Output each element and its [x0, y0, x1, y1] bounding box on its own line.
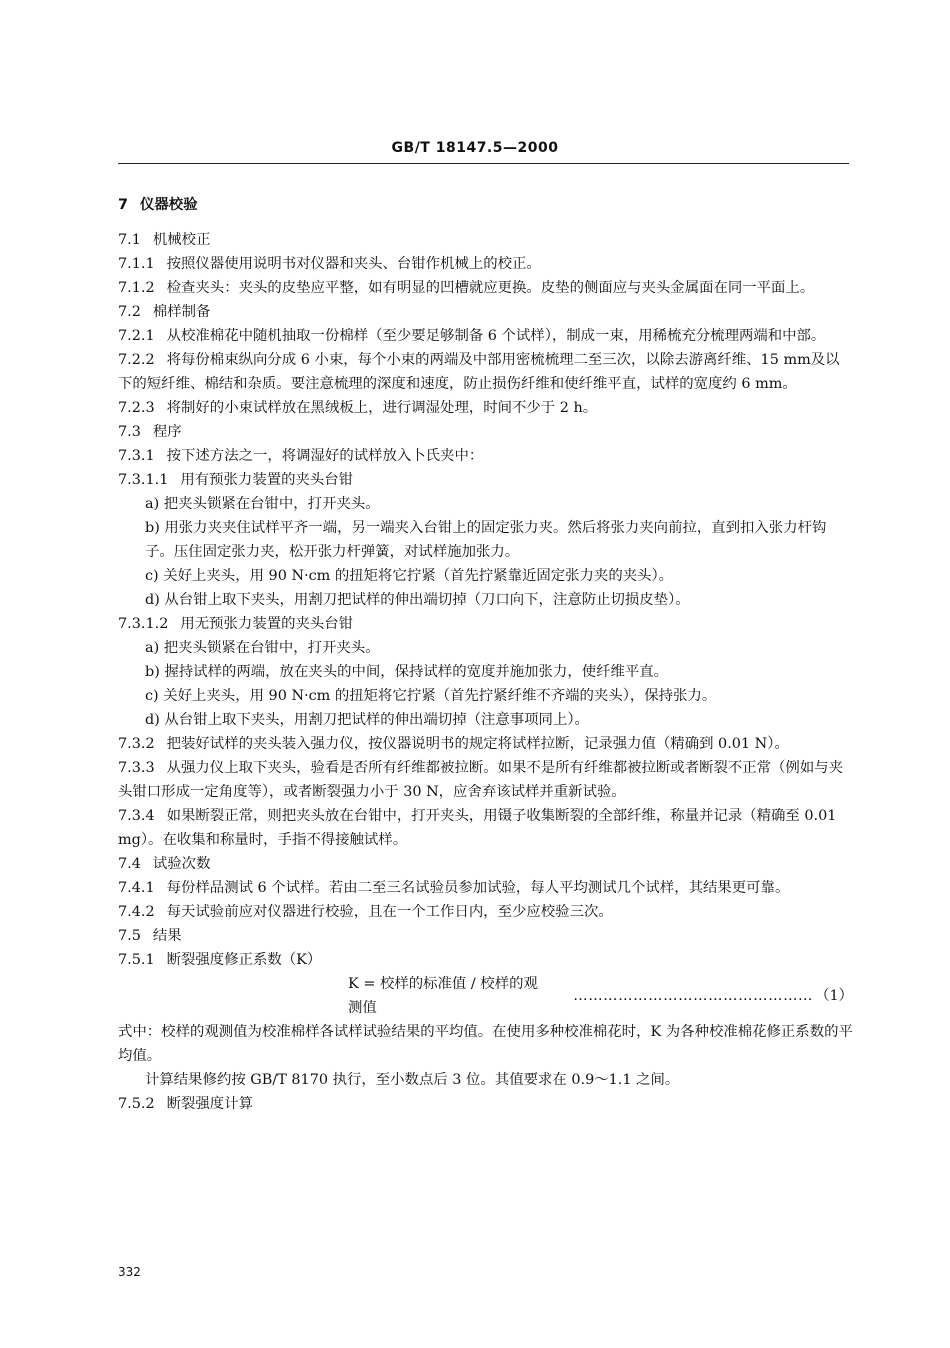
clause-heading: 7.3 程序: [118, 424, 182, 440]
clause-heading: 7.2 棉样制备: [118, 304, 211, 320]
clause-heading: 7.5 结果: [118, 928, 182, 944]
formula-explanation: 式中：校样的观测值为校准棉样各试样试验结果的平均值。在使用多种校准棉花时，K 为各种校准棉花修正系数的平均值。: [118, 1024, 853, 1064]
clause-paragraph: 7.3.3 从强力仪上取下夹头，验看是否所有纤维都被拉断。如果不是所有纤维都被拉断或者断裂不正常（例如与夹头钳口形成一定角度等），或者断裂强力小于 30 N，应舍弃该试样并重新试验。: [118, 760, 843, 800]
clause-paragraph: 7.4.1 每份样品测试 6 个试样。若由二至三名试验员参加试验，每人平均测试几个试样，其结果更可靠。: [118, 880, 790, 896]
clause-paragraph: 7.2.1 从校准棉花中随机抽取一份棉样（至少要足够制备 6 个试样），制成一束，用稀梳充分梳理两端和中部。: [118, 328, 826, 344]
clause-paragraph: 7.1.1 按照仪器使用说明书对仪器和夹头、台钳作机械上的校正。: [118, 256, 541, 272]
list-item: d) 从台钳上取下夹头，用割刀把试样的伸出端切掉（注意事项同上）。: [145, 712, 589, 728]
page-number: 332: [118, 1265, 141, 1279]
formula-expression: K = 校样的标准值 / 校样的观测值: [348, 976, 538, 1016]
formula-leader-dots: …………………………………………: [573, 988, 814, 1004]
clause-heading: 7.5.2 断裂强度计算: [118, 1096, 253, 1112]
rounding-note: 计算结果修约按 GB/T 8170 执行，至小数点后 3 位。其值要求在 0.9～1.1 之间。: [145, 1072, 680, 1088]
formula-number: （1）: [815, 988, 853, 1004]
clause-heading: 7.3.1.1 用有预张力装置的夹头台钳: [118, 472, 354, 488]
clause-paragraph: 7.1.2 检查夹头：夹头的皮垫应平整，如有明显的凹槽就应更换。皮垫的侧面应与夹头金属面在同一平面上。: [118, 280, 815, 296]
list-item: b) 用张力夹夹住试样平齐一端，另一端夹入台钳上的固定张力夹。然后将张力夹向前拉，直到扣入张力杆钩子。压住固定张力夹，松开张力杆弹簧，对试样施加张力。: [145, 520, 827, 560]
clause-heading: 7.1 机械校正: [118, 232, 211, 248]
clause-paragraph: 7.3.4 如果断裂正常，则把夹头放在台钳中，打开夹头，用镊子收集断裂的全部纤维，称量并记录（精确至 0.01 mg）。在收集和称量时，手指不得接触试样。: [118, 808, 837, 848]
clause-heading: 7.4 试验次数: [118, 856, 211, 872]
clause-paragraph: 7.3.2 把装好试样的夹头装入强力仪，按仪器说明书的规定将试样拉断，记录强力值（精确到 0.01 N）。: [118, 736, 789, 752]
list-item: d) 从台钳上取下夹头，用割刀把试样的伸出端切掉（刀口向下，注意防止切损皮垫）。: [145, 592, 690, 608]
list-item: c) 关好上夹头，用 90 N·cm 的扭矩将它拧紧（首先拧紧靠近固定张力夹的夹头）。: [145, 568, 674, 584]
clause-heading: 7.3.1.2 用无预张力装置的夹头台钳: [118, 616, 354, 632]
clause-paragraph: 7.4.2 每天试验前应对仪器进行校验，且在一个工作日内，至少应校验三次。: [118, 904, 613, 920]
section-heading: 7 仪器校验: [118, 197, 198, 213]
list-item: c) 关好上夹头，用 90 N·cm 的扭矩将它拧紧（首先拧紧纤维不齐端的夹头），保持张力。: [145, 688, 717, 704]
formula-line: [118, 972, 853, 1020]
clause-heading: 7.5.1 断裂强度修正系数（K）: [118, 952, 322, 968]
clause-paragraph: 7.2.3 将制好的小束试样放在黑绒板上，进行调湿处理，时间不少于 2 h。: [118, 400, 598, 416]
list-item: a) 把夹头锁紧在台钳中，打开夹头。: [145, 496, 380, 512]
page-header: GB/T 18147.5—2000: [391, 140, 559, 156]
list-item: b) 握持试样的两端，放在夹头的中间，保持试样的宽度并施加张力，使纤维平直。: [145, 664, 669, 680]
list-item: a) 把夹头锁紧在台钳中，打开夹头。: [145, 640, 380, 656]
header-rule: [118, 163, 849, 164]
clause-paragraph: 7.2.2 将每份棉束纵向分成 6 小束，每个小束的两端及中部用密梳梳理二至三次，以除去游离纤维、15 mm及以下的短纤维、棉结和杂质。要注意梳理的深度和速度，防止损伤纤维和使纤维平直，试样的宽度约 6 mm。: [118, 352, 840, 392]
clause-paragraph: 7.3.1 按下述方法之一，将调湿好的试样放入卜氏夹中：: [118, 448, 484, 464]
document-body: [118, 193, 853, 1116]
